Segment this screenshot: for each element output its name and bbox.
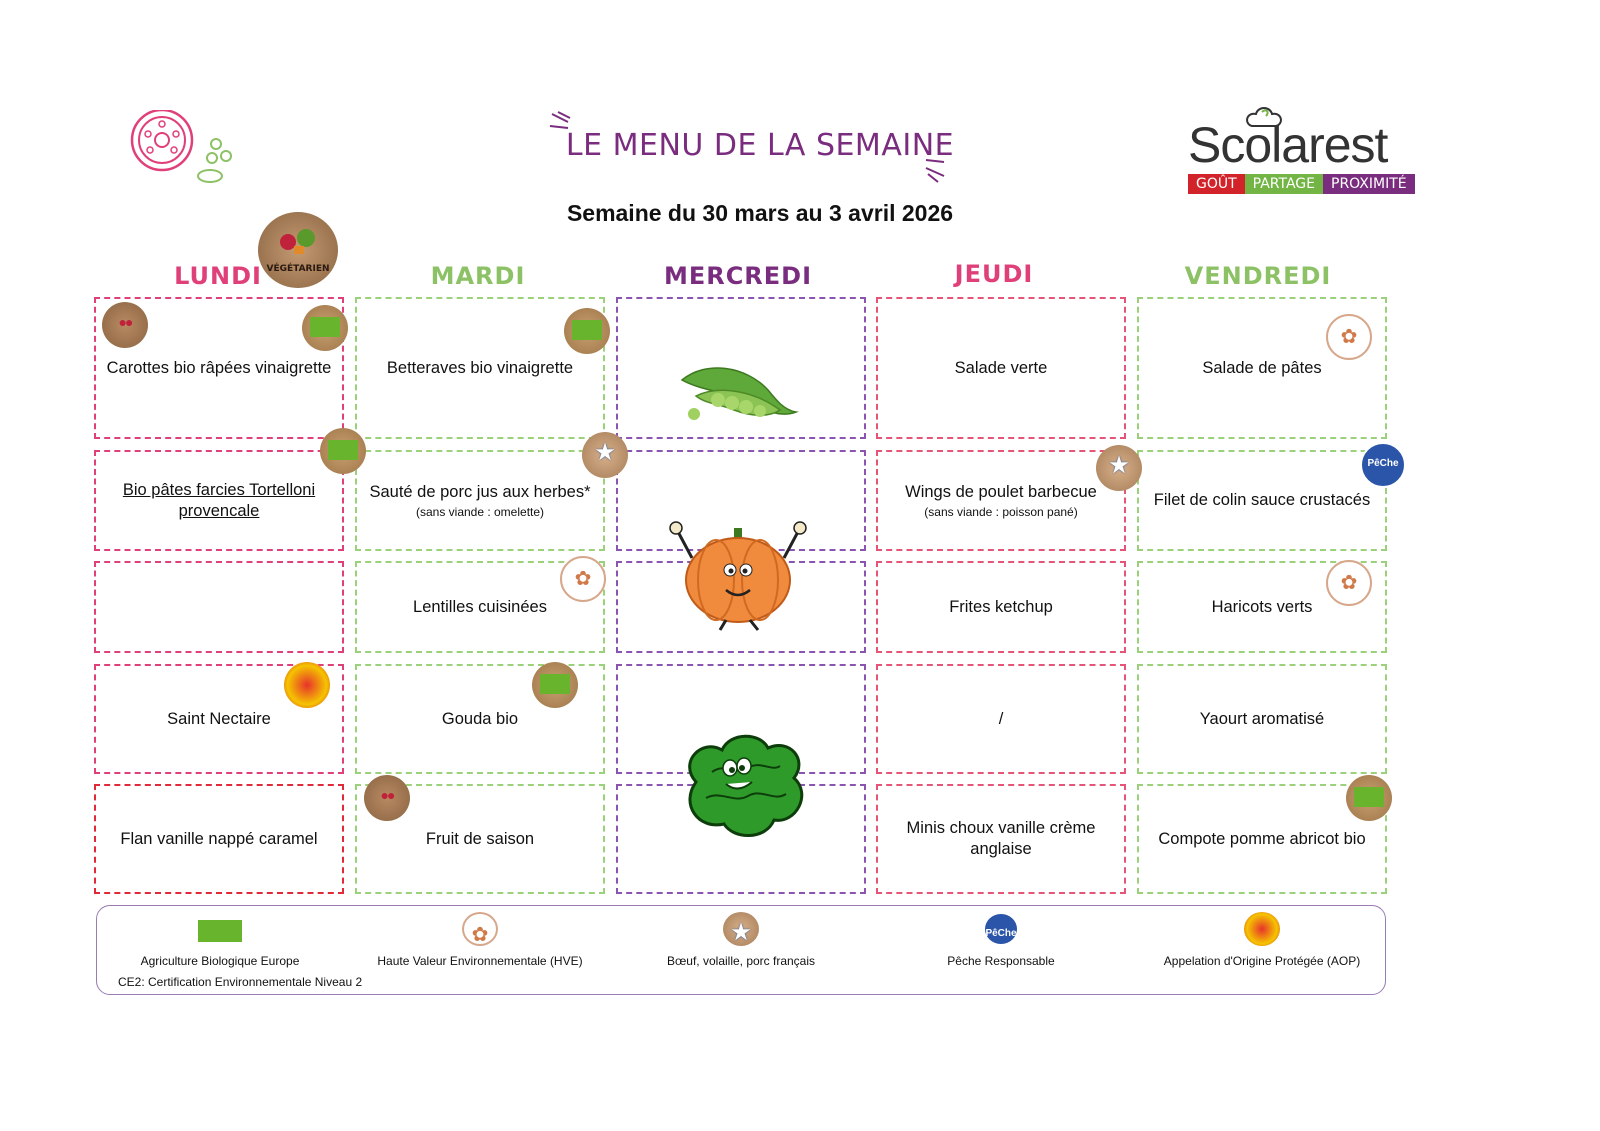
bio-label-icon [320, 428, 366, 474]
hve-label-icon [1326, 314, 1372, 360]
peas-icon [676, 352, 804, 436]
legend-item-hve [360, 912, 600, 968]
menu-cell-lundi-dessert [94, 784, 344, 894]
dish-name: Bio pâtes farcies Tortelloni provencale [122, 480, 316, 520]
dish-name: Wings de poulet barbecue [905, 483, 1097, 501]
brand-name: Scolarest [1188, 117, 1388, 173]
dish-name: Haricots verts [1211, 597, 1313, 616]
tomato-slice-icon [128, 110, 238, 190]
hve-label-icon [560, 556, 606, 602]
menu-cell-jeudi-dairy [876, 664, 1126, 774]
dish-name: Salade verte [954, 358, 1048, 377]
dish-name: Lentilles cuisinées [413, 597, 547, 616]
legend-item-aop [1142, 912, 1382, 968]
menu-cell-mardi-main [355, 450, 605, 551]
dish-name: Sauté de porc jus aux herbes* [369, 483, 591, 501]
dish-name: Gouda bio [441, 709, 519, 728]
legend-item-viande-francaise [621, 912, 861, 968]
dish-name: Carottes bio râpées vinaigrette [106, 358, 332, 377]
aop-label-icon [1244, 912, 1280, 946]
bio-label-icon [1346, 775, 1392, 821]
dish-name: Betteraves bio vinaigrette [386, 358, 574, 377]
dish-alternative-note: (sans viande : poisson pané) [924, 505, 1078, 519]
menu-cell-lundi-main [94, 450, 344, 551]
legend-footnote: CE2: Certification Environnementale Niveau 2 [118, 975, 363, 989]
legend-item-peche [881, 912, 1121, 968]
dish-name: Filet de colin sauce crustacés [1153, 491, 1371, 509]
legend-label: Bœuf, volaille, porc français [666, 954, 816, 968]
bio-label-icon [532, 662, 578, 708]
fruit-label-icon [102, 302, 148, 348]
week-subtitle: Semaine du 30 mars au 3 avril 2026 [566, 200, 954, 226]
dish-name: Compote pomme abricot bio [1158, 829, 1366, 848]
menu-cell-jeudi-side [876, 561, 1126, 653]
dish-name: Yaourt aromatisé [1199, 709, 1325, 728]
legend-label: Pêche Responsable [947, 954, 1055, 968]
dish-name: / [998, 709, 1004, 728]
brand-tag-partage: PARTAGE [1245, 174, 1323, 194]
legend-label: Appelation d'Origine Protégée (AOP) [1163, 954, 1361, 968]
menu-cell-jeudi-main [876, 450, 1126, 551]
day-header-mardi: MARDI [430, 262, 526, 290]
day-header-vendredi: VENDREDI [1184, 262, 1332, 290]
peche-responsable-icon [983, 912, 1019, 946]
menu-cell-vendredi-dairy [1137, 664, 1387, 774]
dish-name: Fruit de saison [425, 829, 535, 848]
dish-name: Saint Nectaire [167, 709, 271, 728]
peche-responsable-icon [1360, 442, 1406, 488]
dish-name: Flan vanille nappé caramel [120, 829, 318, 848]
day-header-mercredi: MERCREDI [663, 262, 813, 290]
hve-label-icon [462, 912, 498, 946]
hve-label-icon [1326, 560, 1372, 606]
vegetables-icon [276, 224, 320, 258]
bio-label-icon [564, 308, 610, 354]
aop-label-icon [284, 662, 330, 708]
menu-cell-jeudi-starter [876, 297, 1126, 439]
menu-cell-lundi-side [94, 561, 344, 653]
brand-tag-gout: GOÛT [1188, 174, 1245, 194]
legend-label: Agriculture Biologique Europe [140, 954, 300, 968]
dish-name: Salade de pâtes [1202, 358, 1322, 377]
menu-cell-jeudi-dessert [876, 784, 1126, 894]
vegetarian-label: VÉGÉTARIEN [266, 264, 330, 274]
legend-item-bio [100, 912, 340, 968]
dish-name: Minis choux vanille crème anglaise [906, 819, 1096, 858]
viande-francaise-label-icon [582, 432, 628, 478]
day-header-jeudi: JEUDI [954, 260, 1034, 288]
brand-tagline [1188, 174, 1415, 194]
legend-label: Haute Valeur Environnementale (HVE) [377, 954, 583, 968]
lettuce-icon [676, 732, 812, 842]
viande-francaise-label-icon [1096, 445, 1142, 491]
fruit-label-icon [364, 775, 410, 821]
menu-cell-vendredi-main [1137, 450, 1387, 551]
brand-logo [1188, 110, 1428, 200]
brand-tag-proximite: PROXIMITÉ [1323, 174, 1415, 194]
pumpkin-icon [668, 518, 808, 634]
dish-alternative-note: (sans viande : omelette) [415, 505, 545, 519]
bio-label-icon [302, 305, 348, 351]
dish-name: Frites ketchup [949, 597, 1053, 616]
viande-francaise-label-icon [723, 912, 759, 946]
day-header-lundi: LUNDI [174, 262, 262, 290]
page-title: LE MENU DE LA SEMAINE [565, 128, 955, 163]
bio-label-icon [198, 920, 242, 942]
